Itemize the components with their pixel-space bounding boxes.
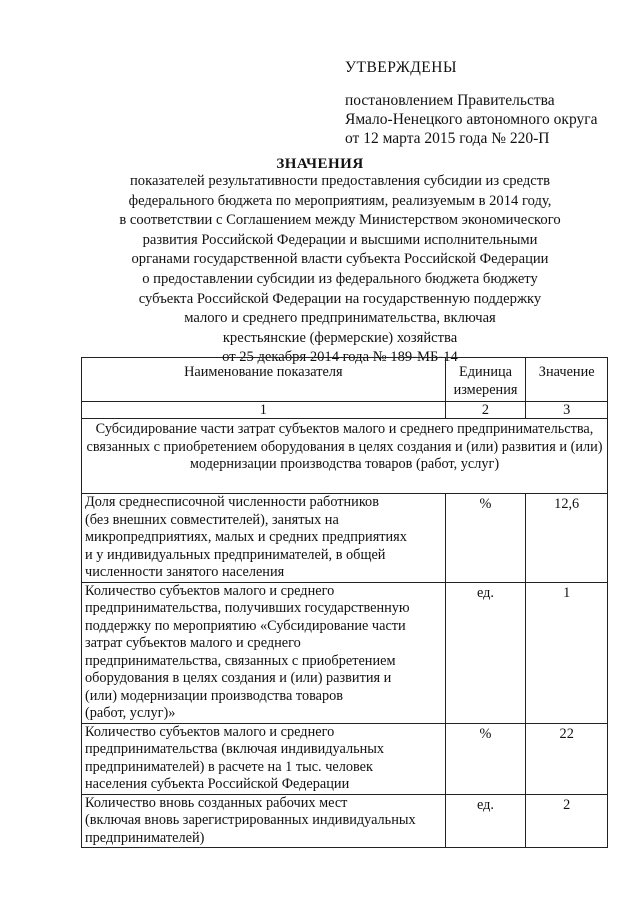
- table-header-row: [82, 358, 608, 402]
- description-line: в соответствии с Соглашением между Министерством экономического: [119, 212, 561, 229]
- indicator-name-line: Доля среднесписочной численности работников: [85, 494, 379, 510]
- indicator-name-line: предпринимателей): [85, 829, 205, 846]
- indicator-name-line: Количество субъектов малого и среднего: [85, 582, 335, 599]
- indicator-name-line: предпринимательства, получивших государственную: [85, 600, 410, 616]
- header-value: Значение: [526, 358, 608, 402]
- approval-block: [345, 58, 597, 148]
- indicator-name-line: (или) модернизации производства товаров: [85, 687, 344, 704]
- approval-line: от 12 марта 2015 года № 220-П: [345, 130, 550, 147]
- indicator-name-line: микропредприятиях, малых и средних предприятиях: [85, 529, 407, 545]
- indicator-value: 2: [526, 794, 608, 848]
- document-title: ЗНАЧЕНИЯ: [276, 156, 364, 172]
- indicator-name-line: предпринимательства (включая индивидуальных: [85, 741, 385, 757]
- indicator-name-line: предпринимательства, связанных с приобретением: [85, 652, 396, 669]
- column-number: 3: [526, 402, 608, 419]
- indicator-name-line: Количество вновь созданных рабочих мест: [85, 794, 348, 811]
- indicator-name-line: поддержку по мероприятию «Субсидирование части: [85, 617, 406, 634]
- indicator-name-line: численности занятого населения: [85, 564, 285, 580]
- indicator-value: 12,6: [526, 494, 608, 583]
- indicator-name-line: оборудования в целях создания и (или) развития и: [85, 670, 392, 686]
- table-row: [82, 494, 608, 583]
- description-line: малого и среднего предпринимательства, включая: [184, 310, 496, 327]
- indicator-name: [82, 794, 446, 848]
- approval-heading: УТВЕРЖДЕНЫ: [345, 59, 457, 76]
- table-row: [82, 723, 608, 794]
- description-line: органами государственной власти субъекта Российской Федерации: [131, 251, 549, 268]
- indicator-name-line: населения субъекта Российской Федерации: [85, 776, 350, 792]
- indicator-value: 1: [526, 582, 608, 723]
- column-number-row: [82, 402, 608, 419]
- indicator-value: 22: [526, 723, 608, 794]
- indicator-name-line: Количество субъектов малого и среднего: [85, 723, 335, 740]
- header-indicator-name: Наименование показателя: [82, 358, 446, 402]
- indicator-name-line: (включая вновь зарегистрированных индивидуальных: [85, 812, 416, 828]
- section-title: Субсидирование части затрат субъектов малого и среднего предпринимательства, связанных с приобретением оборудования в целях создания и (или) развития и (или) модернизации производства товаров (работ, услуг): [82, 419, 608, 494]
- description-line: развития Российской Федерации и высшими исполнительными: [142, 231, 538, 248]
- column-number: 1: [82, 402, 446, 419]
- description-line: о предоставлении субсидии из федерального бюджета бюджету: [142, 270, 538, 287]
- header-unit: Единица измерения: [445, 358, 526, 402]
- indicator-name: [82, 494, 446, 583]
- indicator-unit: ед.: [445, 794, 526, 848]
- indicator-name-line: (без внешних совместителей), занятых на: [85, 511, 339, 528]
- description-line: субъекта Российской Федерации на государственную поддержку: [138, 290, 542, 307]
- column-number: 2: [445, 402, 526, 419]
- indicator-unit: %: [445, 494, 526, 583]
- indicator-name-line: предпринимателей) в расчете на 1 тыс. человек: [85, 758, 373, 775]
- indicator-name-line: (работ, услуг)»: [85, 705, 176, 721]
- table-row: [82, 582, 608, 723]
- table-row: [82, 794, 608, 848]
- indicator-name-line: и у индивидуальных предпринимателей, в общей: [85, 546, 386, 563]
- description-line: показателей результативности предоставления субсидии из средств: [129, 173, 551, 189]
- description-line: федерального бюджета по мероприятиям, реализуемым в 2014 году,: [128, 192, 552, 209]
- indicator-name: [82, 582, 446, 723]
- indicator-name-line: затрат субъектов малого и среднего: [85, 635, 301, 651]
- description-line: крестьянские (фермерские) хозяйства: [222, 329, 458, 346]
- indicators-table: [81, 357, 608, 848]
- indicator-unit: ед.: [445, 582, 526, 723]
- approval-line: Ямало-Ненецкого автономного округа: [345, 111, 598, 128]
- indicator-name: [82, 723, 446, 794]
- section-row: [82, 419, 608, 494]
- approval-line: постановлением Правительства: [345, 92, 555, 109]
- description-line: от 25 декабря 2014 года № 189-МБ-14: [222, 349, 458, 366]
- document-description: [90, 172, 590, 368]
- indicator-unit: %: [445, 723, 526, 794]
